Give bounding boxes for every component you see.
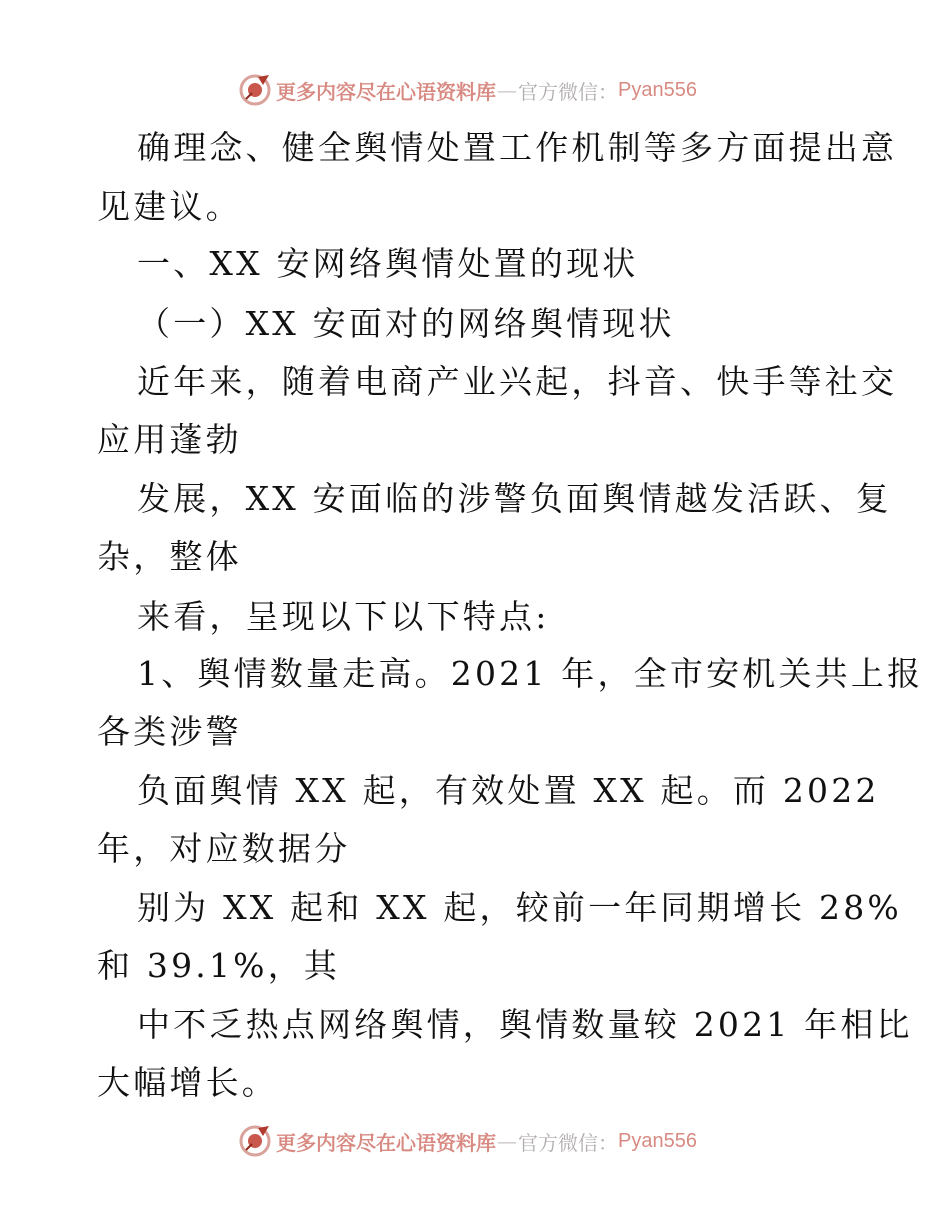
section-heading: 一、XX 安网络舆情处置的现状 — [137, 244, 639, 283]
body-line: 中不乏热点网络舆情，舆情数量较 2021 年相比 — [137, 1005, 913, 1044]
body-line: 见建议。 — [97, 187, 242, 226]
pen-logo-icon — [238, 1124, 272, 1158]
pen-logo-icon — [238, 73, 272, 107]
body-line: 负面舆情 XX 起，有效处置 XX 起。而 2022 — [137, 771, 880, 810]
body-line: 近年来，随着电商产业兴起，抖音、快手等社交 — [137, 362, 898, 401]
watermark-id-text: Pyan556 — [618, 78, 697, 101]
watermark-dash: — — [497, 1129, 517, 1153]
body-line: 大幅增长。 — [97, 1063, 278, 1102]
body-line: 别为 XX 起和 XX 起，较前一年同期增长 28% — [137, 888, 902, 927]
subsection-heading: （一）XX 安面对的网络舆情现状 — [137, 304, 675, 343]
watermark-dash: — — [497, 78, 517, 102]
body-line: 1、舆情数量走高。2021 年，全市安机关共上报 — [137, 654, 924, 693]
watermark-id-text: Pyan556 — [618, 1129, 697, 1152]
body-line: 确理念、健全舆情处置工作机制等多方面提出意 — [137, 128, 898, 167]
watermark-main-text: 更多内容尽在心语资料库 — [276, 1130, 496, 1155]
watermark-footer — [238, 1123, 697, 1159]
watermark-main-text: 更多内容尽在心语资料库 — [276, 79, 496, 104]
body-line: 年，对应数据分 — [97, 829, 351, 868]
watermark-sub-text: 官方微信： — [518, 79, 618, 104]
body-line: 发展，XX 安面临的涉警负面舆情越发活跃、复 — [137, 479, 892, 518]
body-line: 和 39.1%，其 — [97, 946, 341, 985]
watermark-header — [238, 72, 697, 108]
watermark-sub-text: 官方微信： — [518, 1130, 618, 1155]
body-line: 应用蓬勃 — [97, 420, 242, 459]
body-line: 各类涉警 — [97, 712, 242, 751]
body-line: 来看，呈现以下以下特点: — [137, 597, 550, 636]
body-line: 杂，整体 — [97, 537, 242, 576]
